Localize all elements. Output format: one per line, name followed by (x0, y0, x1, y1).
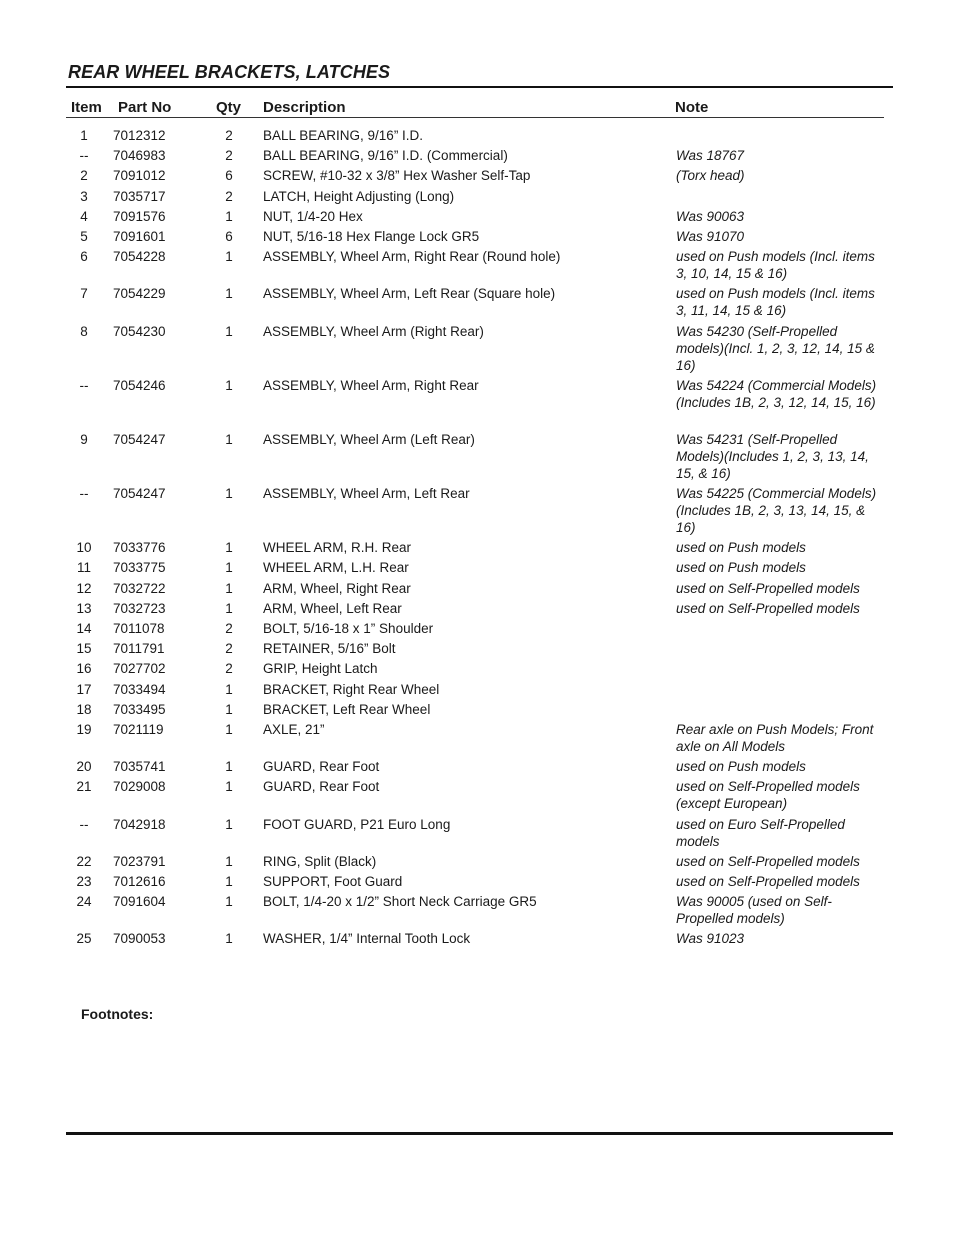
description-cell: RING, Split (Black) (263, 853, 377, 869)
part-no-cell: 7011791 (113, 641, 165, 657)
header-qty: Qty (216, 99, 242, 116)
table-row (0, 600, 954, 620)
description-cell: ARM, Wheel, Left Rear (263, 600, 402, 616)
part-no-cell: 7042918 (113, 816, 166, 832)
table-row (0, 681, 954, 701)
description-cell: BRACKET, Right Rear Wheel (263, 681, 440, 697)
header-part-no: Part No (118, 99, 172, 116)
part-no-cell: 7035717 (113, 188, 166, 204)
item-cell: 4 (80, 208, 88, 224)
qty-cell: 1 (225, 323, 233, 339)
qty-cell: 1 (225, 580, 233, 596)
item-cell: 9 (80, 431, 88, 447)
part-no-cell: 7054228 (113, 249, 166, 265)
table-row (0, 620, 954, 640)
description-cell: LATCH, Height Adjusting (Long) (263, 188, 455, 204)
qty-cell: 1 (225, 816, 233, 832)
qty-cell: 1 (225, 779, 233, 795)
part-no-cell: 7054229 (113, 286, 166, 302)
description-cell: NUT, 5/16-18 Hex Flange Lock GR5 (263, 228, 480, 244)
note-cell: used on Push models (676, 540, 806, 556)
qty-cell: 1 (225, 853, 233, 869)
table-row (0, 721, 954, 758)
table-header (0, 99, 954, 119)
title-divider (66, 86, 893, 88)
note-cell: used on Push models (Incl. items 3, 10, 14, 15 & 16) (676, 249, 875, 282)
table-row (0, 431, 954, 485)
qty-cell: 1 (225, 759, 233, 775)
description-cell: WHEEL ARM, R.H. Rear (263, 540, 412, 556)
item-cell: 1 (80, 128, 88, 143)
item-cell: 19 (76, 721, 92, 737)
item-cell: -- (79, 816, 89, 832)
table-row (0, 853, 954, 873)
table-row (0, 485, 954, 539)
note-cell: Was 91023 (676, 931, 745, 947)
table-row (0, 816, 954, 853)
qty-cell: 1 (225, 377, 233, 393)
item-cell: 13 (76, 600, 92, 616)
qty-cell: 2 (225, 128, 233, 143)
description-cell: GRIP, Height Latch (263, 661, 378, 677)
description-cell: ASSEMBLY, Wheel Arm (Left Rear) (263, 431, 475, 447)
qty-cell: 1 (225, 249, 233, 265)
part-no-cell: 7027702 (113, 661, 166, 677)
part-no-cell: 7032723 (113, 600, 166, 616)
note-cell: Rear axle on Push Models; Front axle on All Models (676, 721, 874, 754)
part-no-cell: 7032722 (113, 580, 166, 596)
item-cell: -- (79, 377, 89, 393)
part-no-cell: 7091604 (113, 894, 166, 910)
note-cell: Was 54225 (Commercial Models)(Includes 1B, 2, 3, 13, 14, 15, & 16) (676, 486, 877, 536)
part-no-cell: 7033494 (113, 681, 166, 697)
part-no-cell: 7091601 (113, 228, 166, 244)
item-cell: 8 (80, 323, 88, 339)
note-cell: used on Push models (676, 560, 806, 576)
note-cell: used on Self-Propelled models (676, 873, 860, 889)
description-cell: NUT, 1/4-20 Hex (263, 208, 363, 224)
qty-cell: 1 (225, 208, 233, 224)
header-item: Item (71, 99, 102, 116)
item-cell: 23 (76, 873, 92, 889)
description-cell: BRACKET, Left Rear Wheel (263, 701, 431, 717)
part-no-cell: 7054230 (113, 323, 166, 339)
note-cell: used on Push models (Incl. items 3, 11, 14, 15 & 16) (676, 286, 875, 319)
table-row (0, 127, 954, 147)
qty-cell: 1 (225, 873, 233, 889)
table-row (0, 228, 954, 248)
table-row (0, 778, 954, 815)
qty-cell: 1 (225, 486, 233, 502)
qty-cell: 1 (225, 894, 233, 910)
description-cell: BALL BEARING, 9/16” I.D. (Commercial) (263, 148, 508, 164)
part-no-cell: 7091012 (113, 168, 166, 184)
item-cell: 14 (76, 621, 92, 636)
qty-cell: 1 (225, 701, 233, 717)
table-row (0, 758, 954, 778)
table-row (0, 701, 954, 721)
table-row (0, 377, 954, 431)
item-cell: 7 (80, 286, 88, 302)
part-no-cell: 7012312 (113, 128, 166, 143)
qty-cell: 1 (225, 286, 233, 302)
note-cell: Was 54231 (Self-Propelled Models)(Includes 1, 2, 3, 13, 14, 15, & 16) (676, 431, 869, 481)
note-cell: used on Self-Propelled models (except European) (676, 779, 860, 812)
part-no-cell: 7035741 (113, 759, 166, 775)
description-cell: BALL BEARING, 9/16” I.D. (263, 128, 424, 143)
table-row (0, 580, 954, 600)
part-no-cell: 7090053 (113, 931, 166, 947)
part-no-cell: 7091576 (113, 208, 166, 224)
part-no-cell: 7033495 (113, 701, 166, 717)
description-cell: WHEEL ARM, L.H. Rear (263, 560, 409, 576)
qty-cell: 1 (225, 681, 233, 697)
description-cell: ASSEMBLY, Wheel Arm, Right Rear (Round hole) (263, 249, 561, 265)
table-row (0, 248, 954, 285)
part-no-cell: 7033776 (113, 540, 166, 556)
qty-cell: 1 (225, 540, 233, 556)
item-cell: 12 (76, 580, 92, 596)
description-cell: BOLT, 5/16-18 x 1” Shoulder (263, 621, 434, 636)
description-cell: ASSEMBLY, Wheel Arm (Right Rear) (263, 323, 484, 339)
table-row (0, 167, 954, 187)
qty-cell: 1 (225, 931, 233, 947)
qty-cell: 1 (225, 600, 233, 616)
table-row (0, 559, 954, 579)
description-cell: ASSEMBLY, Wheel Arm, Left Rear (Square hole) (263, 286, 556, 302)
item-cell: 3 (80, 188, 88, 204)
table-row (0, 930, 954, 950)
note-cell: Was 54230 (Self-Propelled models)(Incl. 1, 2, 3, 12, 14, 15 & 16) (676, 323, 875, 373)
qty-cell: 2 (225, 148, 233, 164)
note-cell: used on Self-Propelled models (676, 600, 860, 616)
item-cell: 2 (80, 168, 88, 184)
part-no-cell: 7023791 (113, 853, 166, 869)
note-cell: Was 18767 (676, 148, 745, 164)
note-cell: Was 91070 (676, 228, 745, 244)
description-cell: AXLE, 21” (263, 721, 325, 737)
qty-cell: 2 (225, 621, 233, 636)
item-cell: 22 (76, 853, 92, 869)
qty-cell: 2 (225, 188, 233, 204)
description-cell: GUARD, Rear Foot (263, 759, 380, 775)
note-cell: used on Self-Propelled models (676, 580, 860, 596)
description-cell: WASHER, 1/4” Internal Tooth Lock (263, 931, 471, 947)
table-row (0, 188, 954, 208)
header-divider (66, 117, 884, 118)
description-cell: FOOT GUARD, P21 Euro Long (263, 816, 451, 832)
item-cell: 25 (76, 931, 92, 947)
table-row (0, 539, 954, 559)
bottom-divider (66, 1132, 893, 1135)
description-cell: ARM, Wheel, Right Rear (263, 580, 411, 596)
table-row (0, 873, 954, 893)
item-cell: 18 (76, 701, 92, 717)
item-cell: 21 (76, 779, 92, 795)
part-no-cell: 7046983 (113, 148, 166, 164)
qty-cell: 1 (225, 560, 233, 576)
item-cell: 5 (80, 228, 88, 244)
note-cell: Was 90005 (used on Self-Propelled models) (676, 894, 832, 927)
item-cell: 6 (80, 249, 88, 265)
item-cell: 20 (76, 759, 92, 775)
note-cell: used on Push models (676, 759, 806, 775)
qty-cell: 2 (225, 661, 233, 677)
part-no-cell: 7012616 (113, 873, 166, 889)
item-cell: 16 (76, 661, 92, 677)
table-row (0, 893, 954, 930)
table-row (0, 208, 954, 228)
note-cell: used on Euro Self-Propelled models (676, 816, 845, 849)
qty-cell: 1 (225, 721, 233, 737)
item-cell: -- (79, 486, 89, 502)
description-cell: BOLT, 1/4-20 x 1/2” Short Neck Carriage GR5 (263, 894, 537, 910)
part-no-cell: 7021119 (113, 721, 164, 737)
part-no-cell: 7029008 (113, 779, 166, 795)
description-cell: ASSEMBLY, Wheel Arm, Right Rear (263, 377, 479, 393)
parts-table (0, 127, 954, 950)
note-cell: Was 90063 (676, 208, 745, 224)
part-no-cell: 7054247 (113, 486, 166, 502)
description-cell: ASSEMBLY, Wheel Arm, Left Rear (263, 486, 470, 502)
table-row (0, 285, 954, 322)
item-cell: 15 (76, 641, 92, 657)
qty-cell: 1 (225, 431, 233, 447)
description-cell: RETAINER, 5/16” Bolt (263, 641, 396, 657)
description-cell: SUPPORT, Foot Guard (263, 873, 403, 889)
qty-cell: 6 (225, 228, 233, 244)
footnotes-label: Footnotes: (81, 1006, 154, 1022)
item-cell: 17 (76, 681, 92, 697)
item-cell: 24 (76, 894, 92, 910)
note-cell: (Torx head) (676, 168, 745, 184)
part-no-cell: 7054246 (113, 377, 166, 393)
page-title: REAR WHEEL BRACKETS, LATCHES (68, 62, 391, 82)
note-cell: Was 54224 (Commercial Models)(Includes 1B, 2, 3, 12, 14, 15, 16) (676, 377, 877, 410)
part-no-cell: 7011078 (113, 621, 165, 636)
note-cell: used on Self-Propelled models (676, 853, 860, 869)
qty-cell: 2 (225, 641, 233, 657)
item-cell: 11 (76, 560, 91, 576)
header-note: Note (675, 99, 709, 116)
table-row (0, 323, 954, 377)
item-cell: 10 (76, 540, 92, 556)
description-cell: GUARD, Rear Foot (263, 779, 380, 795)
qty-cell: 6 (225, 168, 233, 184)
part-no-cell: 7033775 (113, 560, 166, 576)
item-cell: -- (79, 148, 89, 164)
header-description: Description (263, 99, 346, 116)
table-row (0, 660, 954, 680)
table-row (0, 147, 954, 167)
table-row (0, 640, 954, 660)
part-no-cell: 7054247 (113, 431, 166, 447)
description-cell: SCREW, #10-32 x 3/8” Hex Washer Self-Tap (263, 168, 531, 184)
